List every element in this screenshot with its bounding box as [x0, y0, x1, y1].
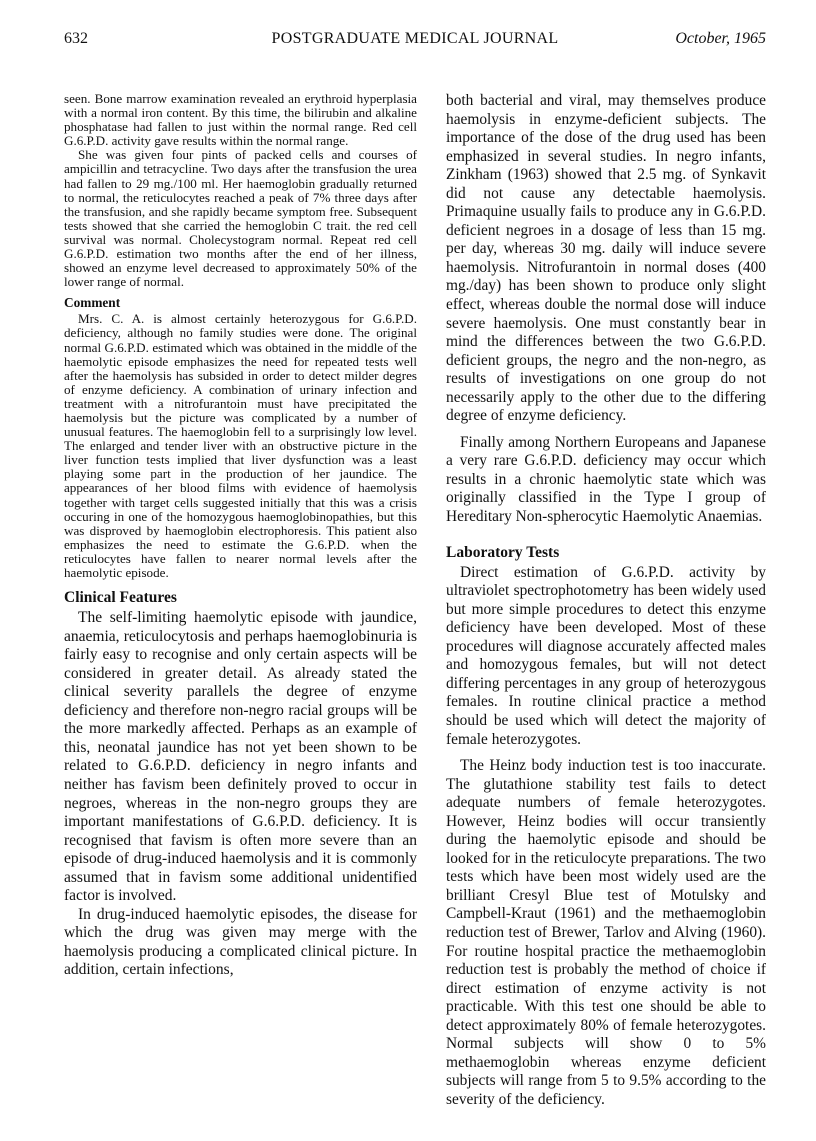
running-header — [64, 30, 766, 54]
continued-text — [446, 92, 766, 527]
journal-title: POSTGRADUATE MEDICAL JOURNAL — [271, 30, 559, 47]
laboratory-tests-heading: Laboratory Tests — [446, 543, 560, 561]
right-paragraph-1: both bacterial and viral, may themselves produce haemolysis in enzyme-deficient subjects. The importance of the dose of the drug used has been emphasized in several studies. In negro infants, Zinkham (1963) showed that 2.5 mg. of Synkavit did not cause any detectable haemolysis. Primaquine usually fails to produce any in G.6.P.D. deficient negroes in a dosage of less than 15 mg. per day, whereas 30 mg. daily will induce severe haemolysis. Nitrofurantoin in normal doses (400 mg./day) has been shown to produce only slight effect, whereas double the normal dose will induce severe haemolysis. One must constantly bear in mind the differences between the two G.6.P.D. deficient groups, the negro and the non-negro, as results of investigations on one group do not necessarily apply to the other due to the differing degree of enzyme deficiency. — [446, 92, 766, 425]
clinical-features-text — [64, 609, 417, 980]
comment-text — [64, 312, 417, 580]
clinical-paragraph-2: In drug-induced haemolytic episodes, the disease for which the drug was given may merge with the haemolysis producing a complicated clinical picture. In addition, certain infections, — [64, 905, 417, 979]
right-column — [446, 92, 766, 1109]
case-paragraph-2: She was given four pints of packed cells and courses of ampicillin and tetracycline. Two days after the transfusion the urea had fallen to 29 mg./100 ml. Her haemoglobin gradually returned to normal, the reticulocytes reached a peak of 7% three days after the transfusion, and she rapidly became symptom free. Subsequent tests showed that she carried the hemoglobin C trait. the red cell survival was normal. Cholecystogram normal. Repeat red cell G.6.P.D. estimation two months after the end of her illness, showed an enzyme level decreased to approximately 50% of the lower range of normal. — [64, 147, 417, 290]
lab-paragraph-2: The Heinz body induction test is too inaccurate. The glutathione stability test fails to detect adequate numbers of female heterozygotes. However, Heinz bodies will occur transiently during the haemolytic episode and should be looked for in the reticulocyte preparations. The two tests which have been most widely used are the brilliant Cresyl Blue test of Motulsky and Campbell-Kraut (1961) and the methaemoglobin reduction test of Brewer, Tarlov and Alving (1960). For routine hospital practice the methaemoglobin reduction test is probably the method of choice if direct estimation of enzyme activity is not practicable. With this test one should be able to detect approximately 80% of female heterozygotes. Normal subjects will show 0 to 5% methaemoglobin whereas enzyme deficient subjects will range from 5 to 9.5% according to the severity of the deficiency. — [446, 757, 766, 1108]
right-paragraph-2: Finally among Northern Europeans and Japanese a very rare G.6.P.D. deficiency may occur which results in a chronic haemolytic state which was originally classified in the Type I group of Hereditary Non-spherocytic Haemolytic Anaemias. — [446, 433, 766, 526]
clinical-features-heading: Clinical Features — [64, 589, 177, 607]
left-column — [64, 92, 417, 980]
comment-paragraph: Mrs. C. A. is almost certainly heterozygous for G.6.P.D. deficiency, although no family studies were done. The original normal G.6.P.D. estimated which was obtained in the middle of the haemolytic episode emphasizes the need for repeated tests well after the haemolysis has subsided in order to detect milder degres of enzyme deficiency. A combination of urinary infection and treatment with a nitrofurantoin must have precipitated the haemolysis but the picture was complicated by a number of unusual features. The haemoglobin fell to a surprisingly low level. The enlarged and tender liver with an obstructive picture in the liver function tests implied that liver dysfunction was a least playing some part in the production of her jaundice. The appearances of her blood films with evidence of haemolysis together with target cells suggested initially that this was a crisis occuring in one of the homozygous haemoglobinopathies, but this was disproved by haemoglobin electrophoresis. This patient also emphasizes the need to estimate the G.6.P.D. when the reticulocytes have fallen to nearer normal levels after the haemolytic episode. — [64, 311, 417, 580]
case-paragraph-1: seen. Bone marrow examination revealed an erythroid hyperplasia with a normal iron content. By this time, the bilirubin and alkaline phosphatase had fallen to just within the normal range. Red cell G.6.P.D. activity gave results within the normal range. — [64, 91, 417, 149]
issue-date: October, 1965 — [675, 30, 766, 47]
page-number: 632 — [64, 30, 88, 47]
comment-heading: Comment — [64, 295, 121, 311]
laboratory-tests-text — [446, 564, 766, 1110]
case-report-text — [64, 92, 417, 289]
clinical-paragraph-1: The self-limiting haemolytic episode with jaundice, anaemia, reticulocytosis and perhaps haemoglobinuria is fairly easy to recognise and only certain aspects will be considered in greater detail. As already stated the clinical severity parallels the degree of enzyme deficiency and therefore non-negro racial groups will be the more markedly affected. Perhaps as an example of this, neonatal jaundice has not yet been shown to be related to G.6.P.D. deficiency in negro infants and neither has favism been definitely proved to occur in negroes, whereas in the non-negro groups they are important manifestations of G.6.P.D. deficiency. It is recognised that favism is often more severe than an episode of drug-induced haemolysis and it is commonly assumed that in favism some additional unidentified factor is involved. — [64, 609, 417, 905]
lab-paragraph-1: Direct estimation of G.6.P.D. activity by ultraviolet spectrophotometry has been widely used but more simple procedures to detect this enzyme deficiency have been developed. Most of these procedures will diagnose accurately affected males and homozygous females, but will not detect differing percentages in any group of heterozygous females. In routine clinical practice a method should be used which will detect the majority of female heterozygotes. — [446, 563, 766, 748]
